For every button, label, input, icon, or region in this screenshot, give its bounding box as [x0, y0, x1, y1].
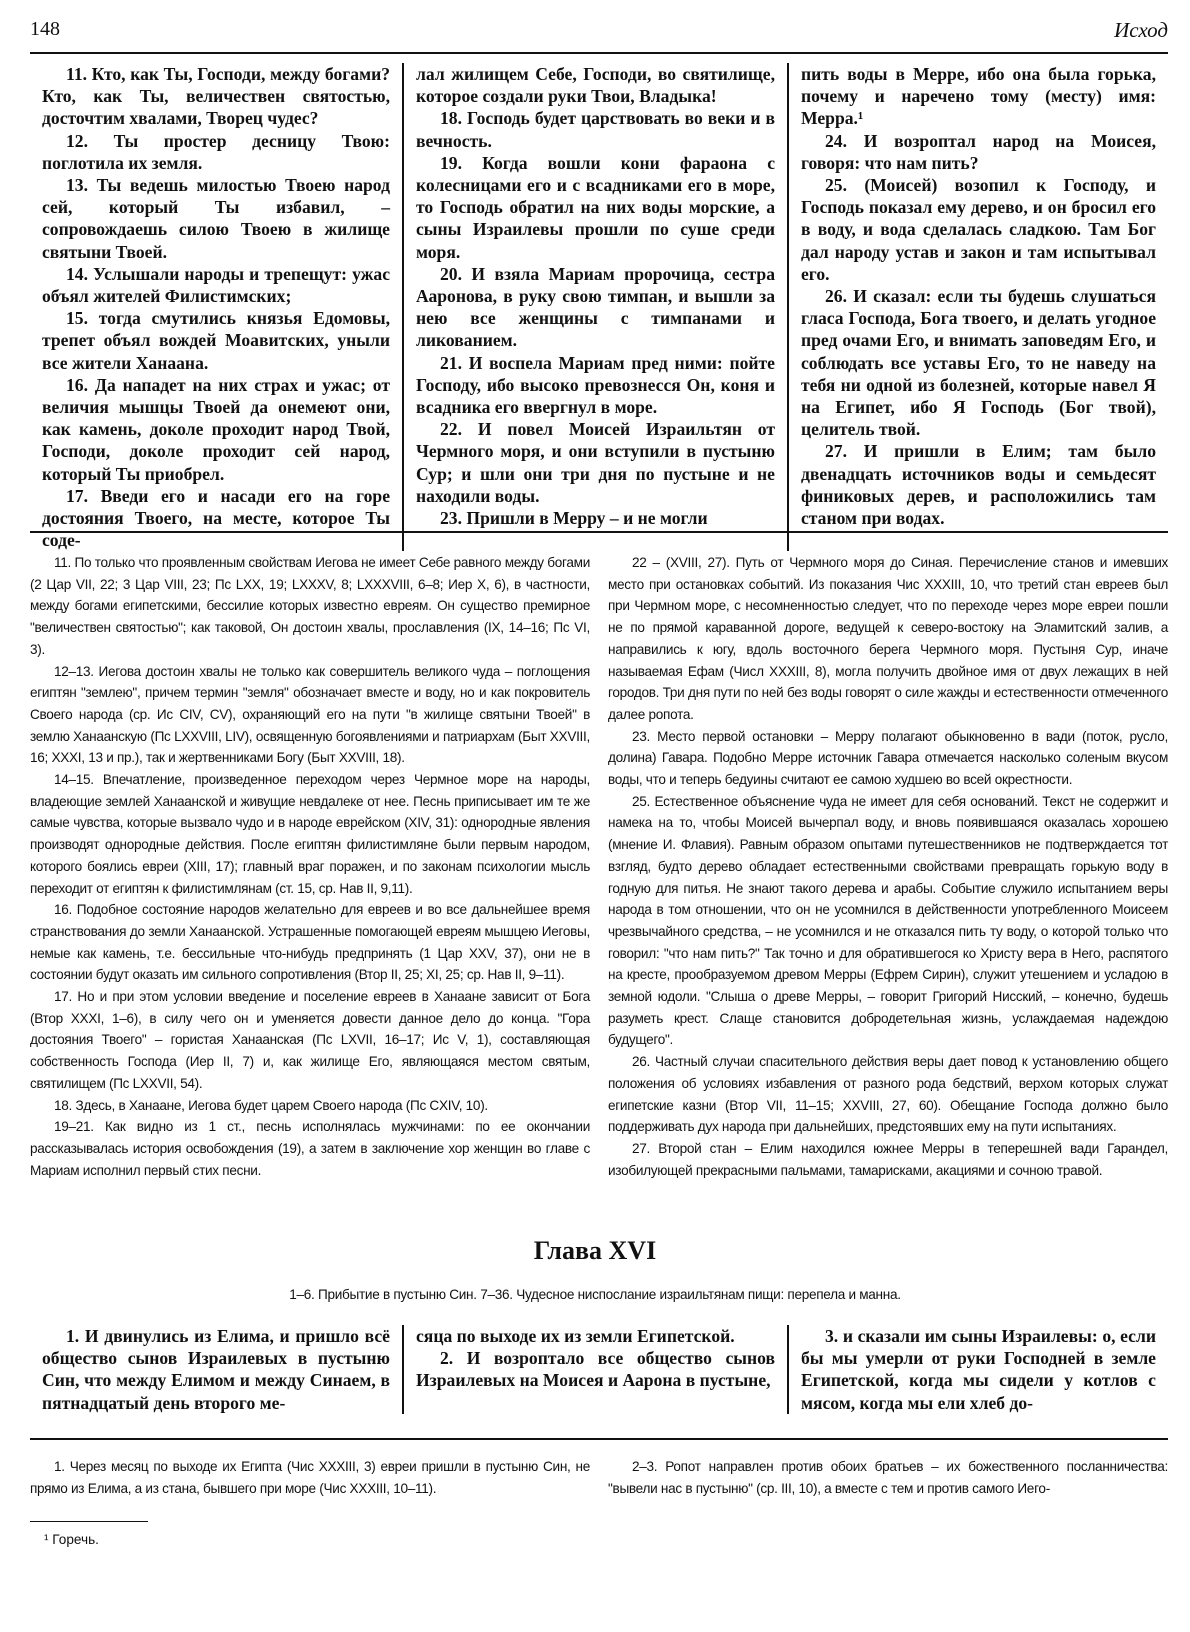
- commentary-note: 19–21. Как видно из 1 ст., песнь исполнялась мужчинами: по ее окончании рассказывалась история освобождения (19), а затем в заключение хор женщин во главе с Мариам исполнил первый стих песни.: [30, 1119, 590, 1178]
- commentary-top: [30, 552, 1168, 1181]
- verse: 19. Когда вошли кони фараона с колесницами его и с всадниками его в море, то Господь обратил на них воды морские, а сыны Израилевы прошли по суше среди моря.: [416, 152, 775, 262]
- commentary-column: [30, 552, 590, 1181]
- verse: 15. тогда смутились князья Едомовы, трепет объял вождей Моавитских, уныли все жители Ханаана.: [42, 308, 390, 373]
- page-number: 148: [30, 18, 60, 40]
- scripture-column: [30, 1325, 402, 1414]
- verse: 2. И возроптало все общество сынов Израилевых на Моисея и Аарона в пустыне,: [416, 1348, 775, 1391]
- scripture-column: [787, 63, 1168, 551]
- page-header: [30, 18, 1168, 48]
- verse: 18. Господь будет царствовать во веки и в вечность.: [416, 108, 775, 151]
- chapter-summary: 1–6. Прибытие в пустыню Син. 7–36. Чудесное ниспослание израильтянам пищи: перепела и манна.: [289, 1287, 901, 1302]
- commentary-note: 17. Но и при этом условии введение и поселение евреев в Ханаане зависит от Бога (Втор XXXI, 1–6), в силу чего он и уменяется довести данное дело до конца. "Гора достояния Твоего" – гористая Ханаанская (Пс LXVII, 16–17; Ис V, 1), составляющая собственность Господа (Иер II, 7) и, как жилище Его, являющаяся местом святым, святилищем (Пс LXXVII, 54).: [30, 989, 590, 1091]
- verse: 3. и сказали им сыны Израилевы: о, если бы мы умерли от руки Господней в земле Египетской, когда мы сидели у котлов с мясом, когда мы ели хлеб до-: [801, 1326, 1156, 1413]
- scripture-column: [402, 63, 787, 551]
- verse: 23. Пришли в Мерру – и не могли: [440, 508, 708, 529]
- verse: 16. Да нападет на них страх и ужас; от величия мышцы Твоей да онемеют они, как камень, доколе проходит народ Твой, Господи, доколе проходит сей народ, который Ты приобрел.: [42, 374, 390, 484]
- section-rule: [30, 1438, 1168, 1440]
- verse: 26. И сказал: если ты будешь слушаться гласа Господа, Бога твоего, и делать угодное пред очами Его, и внимать заповедям Его, и соблюдать все уставы Его, то не наведу на тебя ни одной из болезней, которые навел Я на Египет, ибо Я Господь (Бог твой), целитель твой.: [801, 286, 1156, 440]
- commentary-note: 16. Подобное состояние народов желательно для евреев и во все дальнейшее время странствования до земли Ханаанской. Устрашенные помогающей евреям мышцею Иеговы, немые как камень, т.е. бессильные что-нибудь предпринять (1 Цар XXV, 37), они не в состоянии будут оказать им сильного сопротивления (Втор II, 25; XI, 25; ср. Нав II, 9–11).: [30, 902, 590, 983]
- verse: 21. И воспела Мариам пред ними: пойте Господу, ибо высоко превознесся Он, коня и всадника его ввергнул в море.: [416, 352, 775, 418]
- commentary-note: 27. Второй стан – Елим находился южнее Мерры в теперешней вади Гарандел, изобилующей прекрасными пальмами, тамарисками, акациями и сочною травой.: [608, 1140, 1168, 1178]
- verse: пить воды в Мерре, ибо она была горька, почему и наречено тому (месту) имя: Мерра.¹: [801, 64, 1156, 129]
- verse: 17. Введи его и насади его на горе достояния Твоего, на месте, которое Ты соде-: [42, 485, 390, 551]
- commentary-note: 11. По только что проявленным свойствам Иегова не имеет Себе равного между богами (2 Цар VII, 22; 3 Цар VIII, 23; Пс LXX, 19; LXXXV, 8; LXXXVIII, 6–8; Иер X, 6), в частности, между богами египетскими, бессилие которых известно евреям. Он существо премирное "величествен святостью"; как таковой, Он достоин хвалы, прославления (IX, 14–16; Пс VI, 3).: [30, 555, 590, 657]
- commentary-note: 18. Здесь, в Ханаане, Иегова будет царем Своего народа (Пс CXIV, 10).: [54, 1097, 488, 1113]
- commentary-note: 23. Место первой остановки – Мерру полагают обыкновенно в вади (поток, русло, долина) Гавара. Подобно Мерре источник Гавара отмечается насколько соленым вкусом воды, что и теперь бедуины считают ее самою худшею во всей окрестности.: [608, 728, 1168, 788]
- footnote: ¹ Горечь.: [44, 1532, 99, 1547]
- verse: лал жилищем Себе, Господи, во святилище, которое создали руки Твои, Владыка!: [416, 64, 775, 107]
- scripture-column: [787, 1325, 1168, 1414]
- commentary-bottom: [30, 1456, 1168, 1499]
- chapter-title: Глава XVI: [533, 1236, 657, 1265]
- commentary-note: 26. Частный случаи спасительного действия веры дает повод к установлению общего положения об условиях избавления от разного рода бедствий, верхом которых служат египетские казни (Втор VII, 11–15; XXVIII, 27, 60). Обещание Господа должно было поддерживать дух народа при дальнейших, предстоявших ему на пути испытаниях.: [608, 1054, 1168, 1135]
- commentary-note: 22 – (XVIII, 27). Путь от Чермного моря до Синая. Перечисление станов и имевших место при остановках событий. Из показания Чис XXXIII, 10, что третий стан евреев был при Чермном море, с несомненностью следует, что по переходе через море евреи пошли не по прямой караванной дороге, ведущей к северо-востоку на Эламитский залив, а направились к югу, вдоль восточного берега Чермного моря. Пустыня Сур, иначе называемая Ефам (Числ XXXIII, 8), могла получить двойное имя от двух лежащих в ней городов. Три дня пути по ней без воды говорят о силе жажды и естественности отмеченного далее ропота.: [608, 555, 1168, 722]
- commentary-column: [30, 1456, 590, 1499]
- verse: 20. И взяла Мариам пророчица, сестра Ааронова, в руку свою тимпан, и вышли за нею все женщины с тимпанами и ликованием.: [416, 263, 775, 351]
- verse: 14. Услышали народы и трепещут: ужас объял жителей Филистимских;: [42, 263, 390, 307]
- verse: 24. И возроптал народ на Моисея, говоря: что нам пить?: [801, 130, 1156, 173]
- commentary-column: [608, 1456, 1168, 1499]
- verse: 11. Кто, как Ты, Господи, между богами? Кто, как Ты, величествен святостью, досточтим хвалами, Творец чудес?: [42, 64, 390, 129]
- footnote-rule: [30, 1521, 148, 1522]
- commentary-note: 25. Естественное объяснение чуда не имеет для себя оснований. Текст не содержит и намека на то, чтобы Моисей вычерпал воду, и вновь появившаяся оказалась хорошею (мнение И. Флавия). Равным образом опытами путешественников не подтверждается тот взгляд, будто дерево обладает естественными свойствами превращать горькую воду в годную для питья. Не знают такого дерева и арабы. Событие служило испытанием веры народа в том отношении, что он не усомнился в действенности употребленного Моисеем чрезвычайного средства, – не усомнился и не отказался пить ту воду, о которой только что говорил: "что нам пить?" Так точно и для обратившегося ко Христу вера в Него, распятого на кресте, прообразуемом древом Мерры (Ефрем Сирин), служит утешением и усладою в земной юдоли. "Слыша о древе Мерры, – говорит Григорий Нисский, – конечно, будешь разуметь крест. Слаще становится добродетельная жизнь, услаждаемая надеждою будущего".: [608, 793, 1168, 1048]
- commentary-column: [608, 552, 1168, 1181]
- verse: 27. И пришли в Елим; там было двенадцать источников воды и семьдесят финиковых дерев, и расположились там станом при водах.: [801, 441, 1156, 529]
- section-rule: [30, 531, 1168, 533]
- header-rule: [30, 52, 1168, 54]
- scripture-column: [30, 63, 402, 551]
- scripture-column: [402, 1325, 787, 1414]
- commentary-note: 14–15. Впечатление, произведенное переходом через Чермное море на народы, владеющие землей Ханаанской и живущие невдалеке от нее. Песнь приписывает им те же самые чувства, которые вызвало чудо и в народе еврейском (XIV, 31): однородные явления производят однородные действия. После египтян филистимляне были первым народом, которого боялись евреи (XIII, 17); главный враг поражен, и по законам психологии мысль переходит от египтян к филистимлянам (ст. 15, ср. Нав II, 9,11).: [30, 772, 590, 896]
- scripture-columns-top: [30, 63, 1168, 551]
- verse: 22. И повел Моисей Израильтян от Чермного моря, и они вступили в пустыню Сур; и шли они три дня по пустыне и не находили воды.: [416, 419, 775, 506]
- commentary-note: 1. Через месяц по выходе их Египта (Чис XXXIII, 3) евреи пришли в пустыню Син, не прямо из Елима, а из стана, бывшего при море (Чис XXXIII, 10–11).: [30, 1459, 590, 1496]
- verse: 25. (Моисей) возопил к Господу, и Господь показал ему дерево, и он бросил его в воду, и вода сделалась сладкою. Там Бог дал народу устав и закон и там испытывал его.: [801, 175, 1156, 284]
- commentary-note: 12–13. Иегова достоин хвалы не только как совершитель великого чуда – поглощения египтян "землею", причем термин "земля" обозначает вместе и воду, но и как покровитель Своего народа (ср. Ис CIV, CV), охраняющий его на пути "в жилище святыни Твоей" в землю Ханаанскую (Пс LXXVIII, LIV), освященную богоявлениями и патриархам (Быт XXVIII, 16; XXXI, 13 и пр.), так и жертвенниками Богу (Быт XXVIII, 18).: [30, 663, 590, 766]
- running-title: Исход: [1114, 18, 1168, 42]
- scripture-columns-bottom: [30, 1325, 1168, 1414]
- verse: сяца по выходе их из земли Египетской.: [416, 1326, 735, 1346]
- commentary-note: 2–3. Ропот направлен против обоих братьев – их божественного посланничества: "вывели нас в пустыню" (ср. III, 10), а вместе с тем и против самого Иего-: [608, 1459, 1168, 1496]
- verse: 12. Ты простер десницу Твою: поглотила их земля.: [42, 130, 390, 173]
- verse: 13. Ты ведешь милостью Твоею народ сей, который Ты избавил, – сопровождаешь силою Твоею в жилище святыни Твоей.: [42, 175, 390, 262]
- verse: 1. И двинулись из Елима, и пришло всё общество сынов Израилевых в пустыню Син, что между Елимом и между Синаем, в пятнадцатый день второго ме-: [42, 1326, 390, 1413]
